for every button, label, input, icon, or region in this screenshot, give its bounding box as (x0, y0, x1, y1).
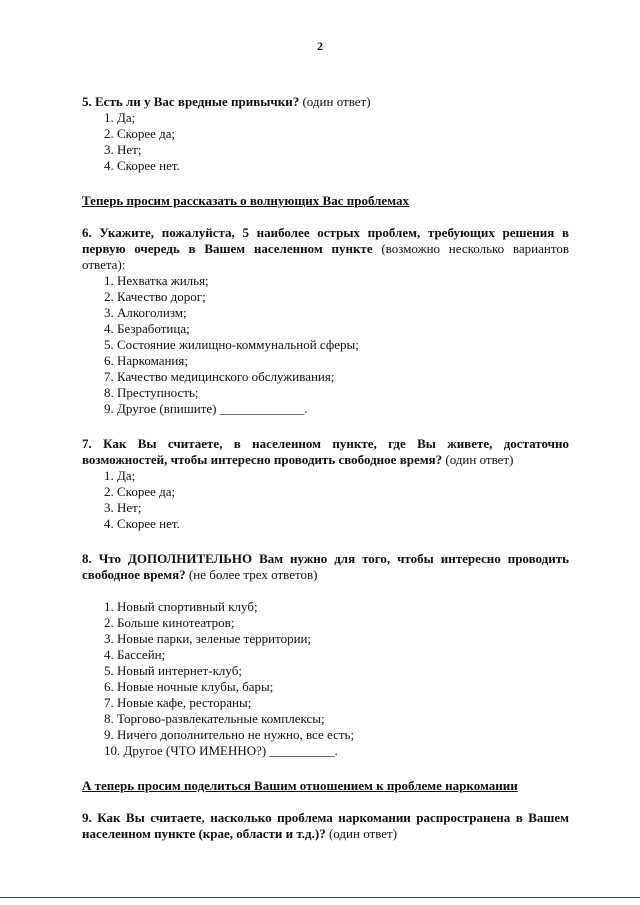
section-heading-problems: Теперь просим рассказать о волнующих Вас проблемах (82, 193, 409, 208)
question-8 (82, 551, 569, 583)
answer-option: 1. Новый спортивный клуб; (104, 599, 258, 614)
answer-option: 6. Новые ночные клубы, бары; (104, 679, 274, 694)
answer-option: 8. Преступность; (104, 385, 199, 400)
answer-option: 9. Другое (впишите) _____________. (104, 401, 308, 416)
answer-option: 1. Да; (104, 468, 136, 483)
answer-option: 2. Скорее да; (104, 484, 176, 499)
question-9-note: (один ответ) (325, 826, 398, 841)
question-7-options (82, 468, 569, 532)
question-6-options (82, 273, 569, 417)
question-9 (82, 810, 569, 842)
question-7-note: (один ответ) (442, 452, 514, 467)
question-5-text: 5. Есть ли у Вас вредные привычки? (82, 94, 300, 109)
answer-option: 7. Новые кафе, рестораны; (104, 695, 252, 710)
question-7-text: 7. Как Вы считаете, в населенном пункте, где Вы живете, достаточно возможностей, чтобы интересно проводить свободное время? (82, 436, 569, 467)
answer-option: 10. Другое (ЧТО ИМЕННО?) __________. (104, 743, 338, 758)
answer-option: 3. Нет; (104, 142, 142, 157)
answer-option: 6. Наркомания; (104, 353, 188, 368)
answer-option: 2. Качество дорог; (104, 289, 206, 304)
question-6-text: 6. Укажите, пожалуйста, 5 наиболее острых проблем, требующих решения в первую очередь в Вашем населенном пункте (82, 225, 569, 256)
answer-option: 9. Ничего дополнительно не нужно, все есть; (104, 727, 355, 742)
question-7 (82, 436, 569, 468)
question-6 (82, 225, 569, 273)
answer-option: 3. Алкоголизм; (104, 305, 187, 320)
answer-option: 2. Больше кинотеатров; (104, 615, 235, 630)
question-5-options (82, 110, 569, 174)
answer-option: 4. Скорее нет. (104, 516, 180, 531)
question-8-note: (не более трех ответов) (185, 567, 318, 582)
answer-option: 4. Скорее нет. (104, 158, 180, 173)
page-bottom-rule (0, 897, 640, 898)
answer-option: 5. Новый интернет-клуб; (104, 663, 242, 678)
question-9-text: 9. Как Вы считаете, насколько проблема наркомании распространена в Вашем населенном пункте (крае, области и т.д.)? (82, 810, 569, 841)
questionnaire-body (82, 94, 569, 842)
answer-option: 3. Новые парки, зеленые территории; (104, 631, 312, 646)
question-8-text: 8. Что ДОПОЛНИТЕЛЬНО Вам нужно для того, чтобы интересно проводить свободное время? (82, 551, 569, 582)
answer-option: 8. Торгово-развлекательные комплексы; (104, 711, 325, 726)
question-5-note: (один ответ) (299, 94, 371, 109)
question-5 (82, 94, 569, 110)
question-6-note: (возможно несколько вариантов ответа): (82, 241, 569, 272)
question-8-options (82, 599, 569, 759)
answer-option: 1. Да; (104, 110, 136, 125)
answer-option: 7. Качество медицинского обслуживания; (104, 369, 335, 384)
answer-option: 4. Бассейн; (104, 647, 166, 662)
answer-option: 3. Нет; (104, 500, 142, 515)
section-heading-drug-addiction: А теперь просим поделиться Вашим отношением к проблеме наркомании (82, 778, 518, 793)
answer-option: 2. Скорее да; (104, 126, 176, 141)
answer-option: 1. Нехватка жилья; (104, 273, 209, 288)
answer-option: 5. Состояние жилищно-коммунальной сферы; (104, 337, 359, 352)
page-number: 2 (317, 39, 323, 53)
answer-option: 4. Безработица; (104, 321, 190, 336)
